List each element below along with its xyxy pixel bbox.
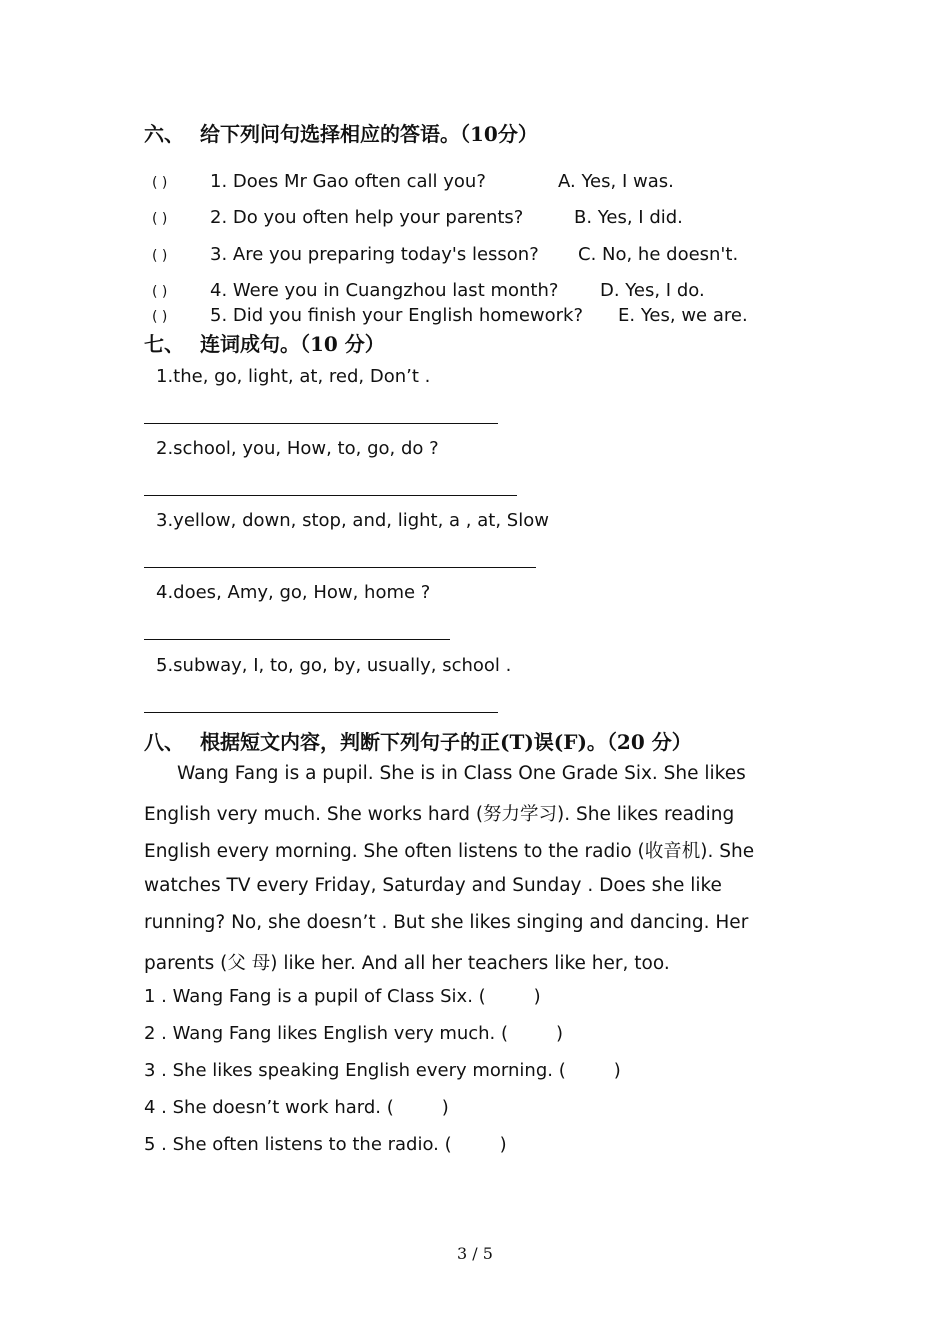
close-paren: ) — [499, 1134, 507, 1155]
question-text: 1. Does Mr Gao often call you? — [210, 171, 486, 192]
passage-line: running? No, she doesn’t . But she likes singing and dancing. Her — [144, 912, 749, 933]
option-text: C. No, he doesn't. — [578, 244, 739, 265]
answer-line-5[interactable] — [144, 712, 498, 713]
section-6-heading — [144, 118, 538, 147]
answer-paren[interactable]: ( ) — [152, 175, 168, 191]
question-text: 5. Did you finish your English homework? — [210, 305, 584, 326]
answer-line-2[interactable] — [144, 495, 517, 496]
section-7-heading — [144, 328, 385, 357]
close-paren: ) — [533, 986, 541, 1007]
option-text: E. Yes, we are. — [618, 305, 748, 326]
section-8-heading — [144, 726, 692, 755]
answer-line-3[interactable] — [144, 567, 536, 568]
answer-paren[interactable]: ( ) — [152, 284, 168, 300]
question-text: 2. Do you often help your parents? — [210, 207, 524, 228]
answer-paren[interactable]: ( ) — [152, 248, 168, 264]
statement-text: 5 . She often listens to the radio. ( — [144, 1134, 452, 1155]
passage-line: English every morning. She often listens to the radio (收音机). She — [144, 841, 755, 862]
answer-line-4[interactable] — [144, 639, 450, 640]
word-order-item-2: 2.school, you, How, to, go, do ? — [156, 438, 439, 459]
answer-paren[interactable]: ( ) — [152, 211, 168, 227]
option-text: B. Yes, I did. — [574, 207, 683, 228]
close-paren: ) — [441, 1097, 449, 1118]
section-number: 八、 — [144, 730, 184, 754]
matching-question-4 — [152, 280, 705, 301]
section-title: 根据短文内容，判断下列句子的正(T)误(F)。（20 分） — [200, 730, 692, 754]
option-text: D. Yes, I do. — [600, 280, 705, 301]
close-paren: ) — [556, 1023, 564, 1044]
statement-text: 3 . She likes speaking English every morning. ( — [144, 1060, 566, 1081]
passage-line: English very much. She works hard (努力学习). She likes reading — [144, 804, 735, 825]
word-order-item-4: 4.does, Amy, go, How, home ? — [156, 582, 431, 603]
word-order-item-5: 5.subway, I, to, go, by, usually, school . — [156, 655, 512, 676]
statement-text: 4 . She doesn’t work hard. ( — [144, 1097, 394, 1118]
tf-statement-3 — [144, 1060, 621, 1081]
statement-text: 1 . Wang Fang is a pupil of Class Six. ( — [144, 986, 486, 1007]
section-title: 给下列问句选择相应的答语。（10分） — [200, 122, 538, 146]
passage-line: parents (父 母) like her. And all her teachers like her, too. — [144, 953, 670, 974]
page-number: 3 / 5 — [457, 1244, 493, 1263]
section-title: 连词成句。（10 分） — [200, 332, 385, 356]
word-order-item-1: 1.the, go, light, at, red, Don’t . — [156, 366, 431, 387]
answer-paren[interactable]: ( ) — [152, 309, 168, 325]
tf-statement-5 — [144, 1134, 507, 1155]
section-number: 六、 — [144, 122, 184, 146]
question-text: 4. Were you in Cuangzhou last month? — [210, 280, 559, 301]
matching-question-1 — [152, 171, 674, 192]
tf-statement-1 — [144, 986, 541, 1007]
tf-statement-4 — [144, 1097, 449, 1118]
matching-question-3 — [152, 244, 739, 265]
answer-line-1[interactable] — [144, 423, 498, 424]
passage-line: Wang Fang is a pupil. She is in Class One Grade Six. She likes — [177, 763, 746, 784]
matching-question-5 — [152, 305, 748, 326]
statement-text: 2 . Wang Fang likes English very much. ( — [144, 1023, 509, 1044]
section-number: 七、 — [144, 332, 184, 356]
matching-question-2 — [152, 207, 683, 228]
tf-statement-2 — [144, 1023, 563, 1044]
passage-line: watches TV every Friday, Saturday and Sunday . Does she like — [144, 875, 722, 896]
option-text: A. Yes, I was. — [558, 171, 674, 192]
word-order-item-3: 3.yellow, down, stop, and, light, a , at, Slow — [156, 510, 549, 531]
close-paren: ) — [613, 1060, 621, 1081]
question-text: 3. Are you preparing today's lesson? — [210, 244, 539, 265]
